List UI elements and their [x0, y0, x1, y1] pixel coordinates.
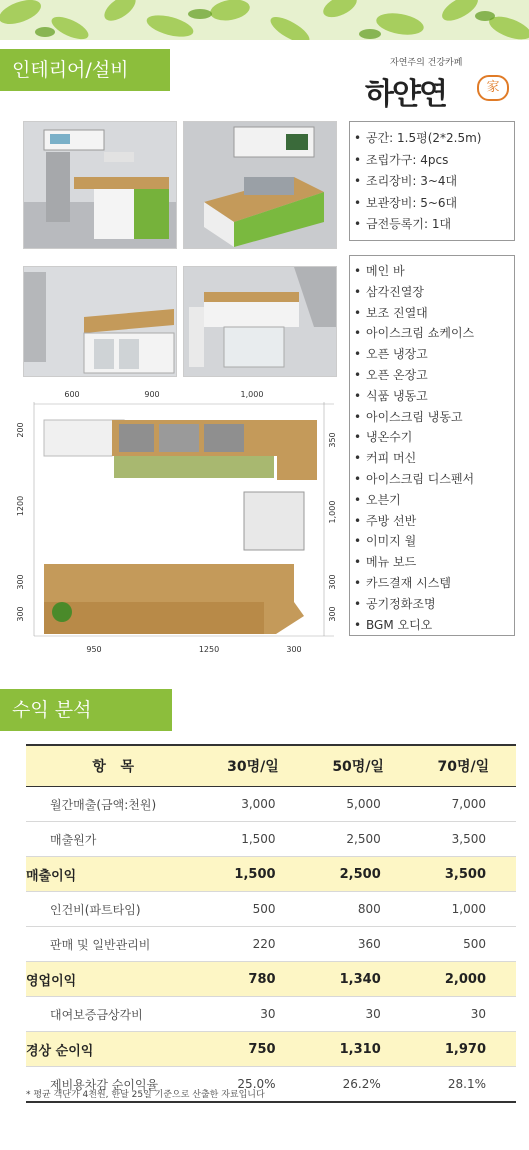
- plan-dim-right-2: 300: [328, 574, 337, 590]
- table-row: [26, 962, 516, 997]
- row-value: 30: [260, 1007, 276, 1021]
- row-value: 1,340: [306, 962, 411, 997]
- header-70: 70명/일: [411, 745, 516, 787]
- equipment-item: • 냉온수기: [350, 427, 514, 448]
- plan-dim-bottom-2: 300: [286, 645, 302, 654]
- table-row: [26, 787, 516, 822]
- row-value: 2,500: [346, 832, 381, 846]
- row-label: 제비용차감 순이익율: [50, 1077, 159, 1092]
- equipment-item: • 이미지 월: [350, 531, 514, 552]
- row-value: 3,500: [411, 857, 516, 892]
- spec-list: [350, 128, 514, 236]
- spec-box: [349, 121, 515, 241]
- equipment-item: • 메인 바: [350, 261, 514, 282]
- kiosk-rendering-front: [23, 121, 177, 249]
- section-title-interior: 인테리어/설비: [0, 49, 170, 91]
- row-label: 판매 및 일반관리비: [50, 937, 151, 952]
- row-label: 경상 순이익: [26, 1032, 200, 1067]
- plan-dim-bottom-0: 950: [86, 645, 102, 654]
- header-30: 30명/일: [200, 745, 305, 787]
- row-value: 500: [252, 902, 276, 916]
- header-50: 50명/일: [306, 745, 411, 787]
- equipment-item: • BGM 오디오: [350, 615, 514, 636]
- spec-item: • 보관장비: 5~6대: [350, 193, 514, 215]
- equipment-box: [349, 255, 515, 636]
- profit-table: [26, 744, 516, 1103]
- equipment-item: • 아이스크림 디스펜서: [350, 469, 514, 490]
- row-value: 1,500: [200, 857, 305, 892]
- spec-item: • 금전등록기: 1대: [350, 214, 514, 236]
- leaf-pattern-banner: [0, 0, 529, 40]
- plan-dim-top-1: 900: [144, 390, 160, 399]
- spec-item: • 조립가구: 4pcs: [350, 150, 514, 172]
- table-header-row: [26, 745, 516, 787]
- equipment-item: • 보조 진열대: [350, 303, 514, 324]
- row-value: 2,500: [306, 857, 411, 892]
- section-title-profit: 수익 분석: [0, 689, 172, 731]
- row-value: 750: [200, 1032, 305, 1067]
- table-body: [26, 787, 516, 1103]
- row-value: 26.2%: [342, 1077, 381, 1091]
- spec-item: • 공간: 1.5평(2*2.5m): [350, 128, 514, 150]
- row-label: 매출원가: [50, 832, 97, 847]
- equipment-item: • 메뉴 보드: [350, 552, 514, 573]
- table-row: [26, 927, 516, 962]
- row-value: 360: [357, 937, 381, 951]
- row-value: 1,000: [451, 902, 486, 916]
- logo-tagline: 자연주의 건강카페: [390, 58, 463, 68]
- table-row: [26, 997, 516, 1032]
- row-label: 대여보증금상각비: [50, 1007, 143, 1022]
- equipment-item: • 오픈 온장고: [350, 365, 514, 386]
- plan-dim-right-1: 1,000: [328, 500, 337, 524]
- row-value: 28.1%: [447, 1077, 486, 1091]
- table-row: [26, 1032, 516, 1067]
- row-value: 220: [252, 937, 276, 951]
- row-value: 30: [470, 1007, 486, 1021]
- row-value: 2,000: [411, 962, 516, 997]
- row-label: 인건비(파트타임): [50, 902, 141, 917]
- equipment-item: • 커피 머신: [350, 448, 514, 469]
- plan-dim-left-2: 300: [16, 574, 25, 590]
- row-value: 25.0%: [237, 1077, 276, 1091]
- row-value: 500: [463, 937, 486, 951]
- plan-dim-right-3: 300: [328, 606, 337, 622]
- kiosk-rendering-counter: [183, 266, 337, 377]
- equipment-item: • 아이스크림 쇼케이스: [350, 323, 514, 344]
- row-value: 3,000: [241, 797, 276, 811]
- plan-dim-bottom-1: 1250: [198, 645, 220, 654]
- equipment-item: • 식품 냉동고: [350, 386, 514, 407]
- floor-plan: [14, 384, 344, 656]
- row-value: 30: [365, 1007, 381, 1021]
- row-value: 3,500: [451, 832, 486, 846]
- plan-dim-left-0: 200: [16, 422, 25, 438]
- brand-logo: [365, 55, 525, 112]
- kiosk-rendering-side: [23, 266, 177, 377]
- spec-item: • 조리장비: 3~4대: [350, 171, 514, 193]
- plan-dim-top-2: 1,000: [240, 390, 264, 399]
- row-label: 월간매출(금액:천원): [50, 797, 157, 812]
- row-value: 7,000: [451, 797, 486, 811]
- equipment-item: • 주방 선반: [350, 511, 514, 532]
- equipment-item: • 공기정화조명: [350, 594, 514, 615]
- logo-house-icon: 家: [477, 75, 509, 101]
- equipment-item: • 삼각진열장: [350, 282, 514, 303]
- row-value: 780: [200, 962, 305, 997]
- equipment-list: [350, 261, 514, 635]
- row-value: 800: [357, 902, 381, 916]
- footnote: * 평균 객단가 4천원, 한달 25일 기준으로 산출한 자료입니다: [26, 1090, 265, 1100]
- row-label: 영업이익: [26, 962, 200, 997]
- row-value: 1,970: [411, 1032, 516, 1067]
- row-value: 1,310: [306, 1032, 411, 1067]
- plan-dim-top-0: 600: [64, 390, 80, 399]
- plan-dim-right-0: 350: [328, 432, 337, 448]
- row-value: 1,500: [241, 832, 276, 846]
- equipment-item: • 오픈 냉장고: [350, 344, 514, 365]
- table-row: [26, 857, 516, 892]
- equipment-item: • 아이스크림 냉동고: [350, 407, 514, 428]
- equipment-item: • 오븐기: [350, 490, 514, 511]
- row-label: 매출이익: [26, 857, 200, 892]
- kiosk-rendering-angle: [183, 121, 337, 249]
- logo-wordmark: 하얀연: [365, 77, 446, 112]
- equipment-item: • 카드결재 시스템: [350, 573, 514, 594]
- table-row: [26, 892, 516, 927]
- header-item: 항 목: [26, 745, 200, 787]
- plan-dim-left-1: 1200: [16, 495, 25, 517]
- table-row: [26, 822, 516, 857]
- row-value: 5,000: [346, 797, 381, 811]
- plan-dim-left-3: 300: [16, 606, 25, 622]
